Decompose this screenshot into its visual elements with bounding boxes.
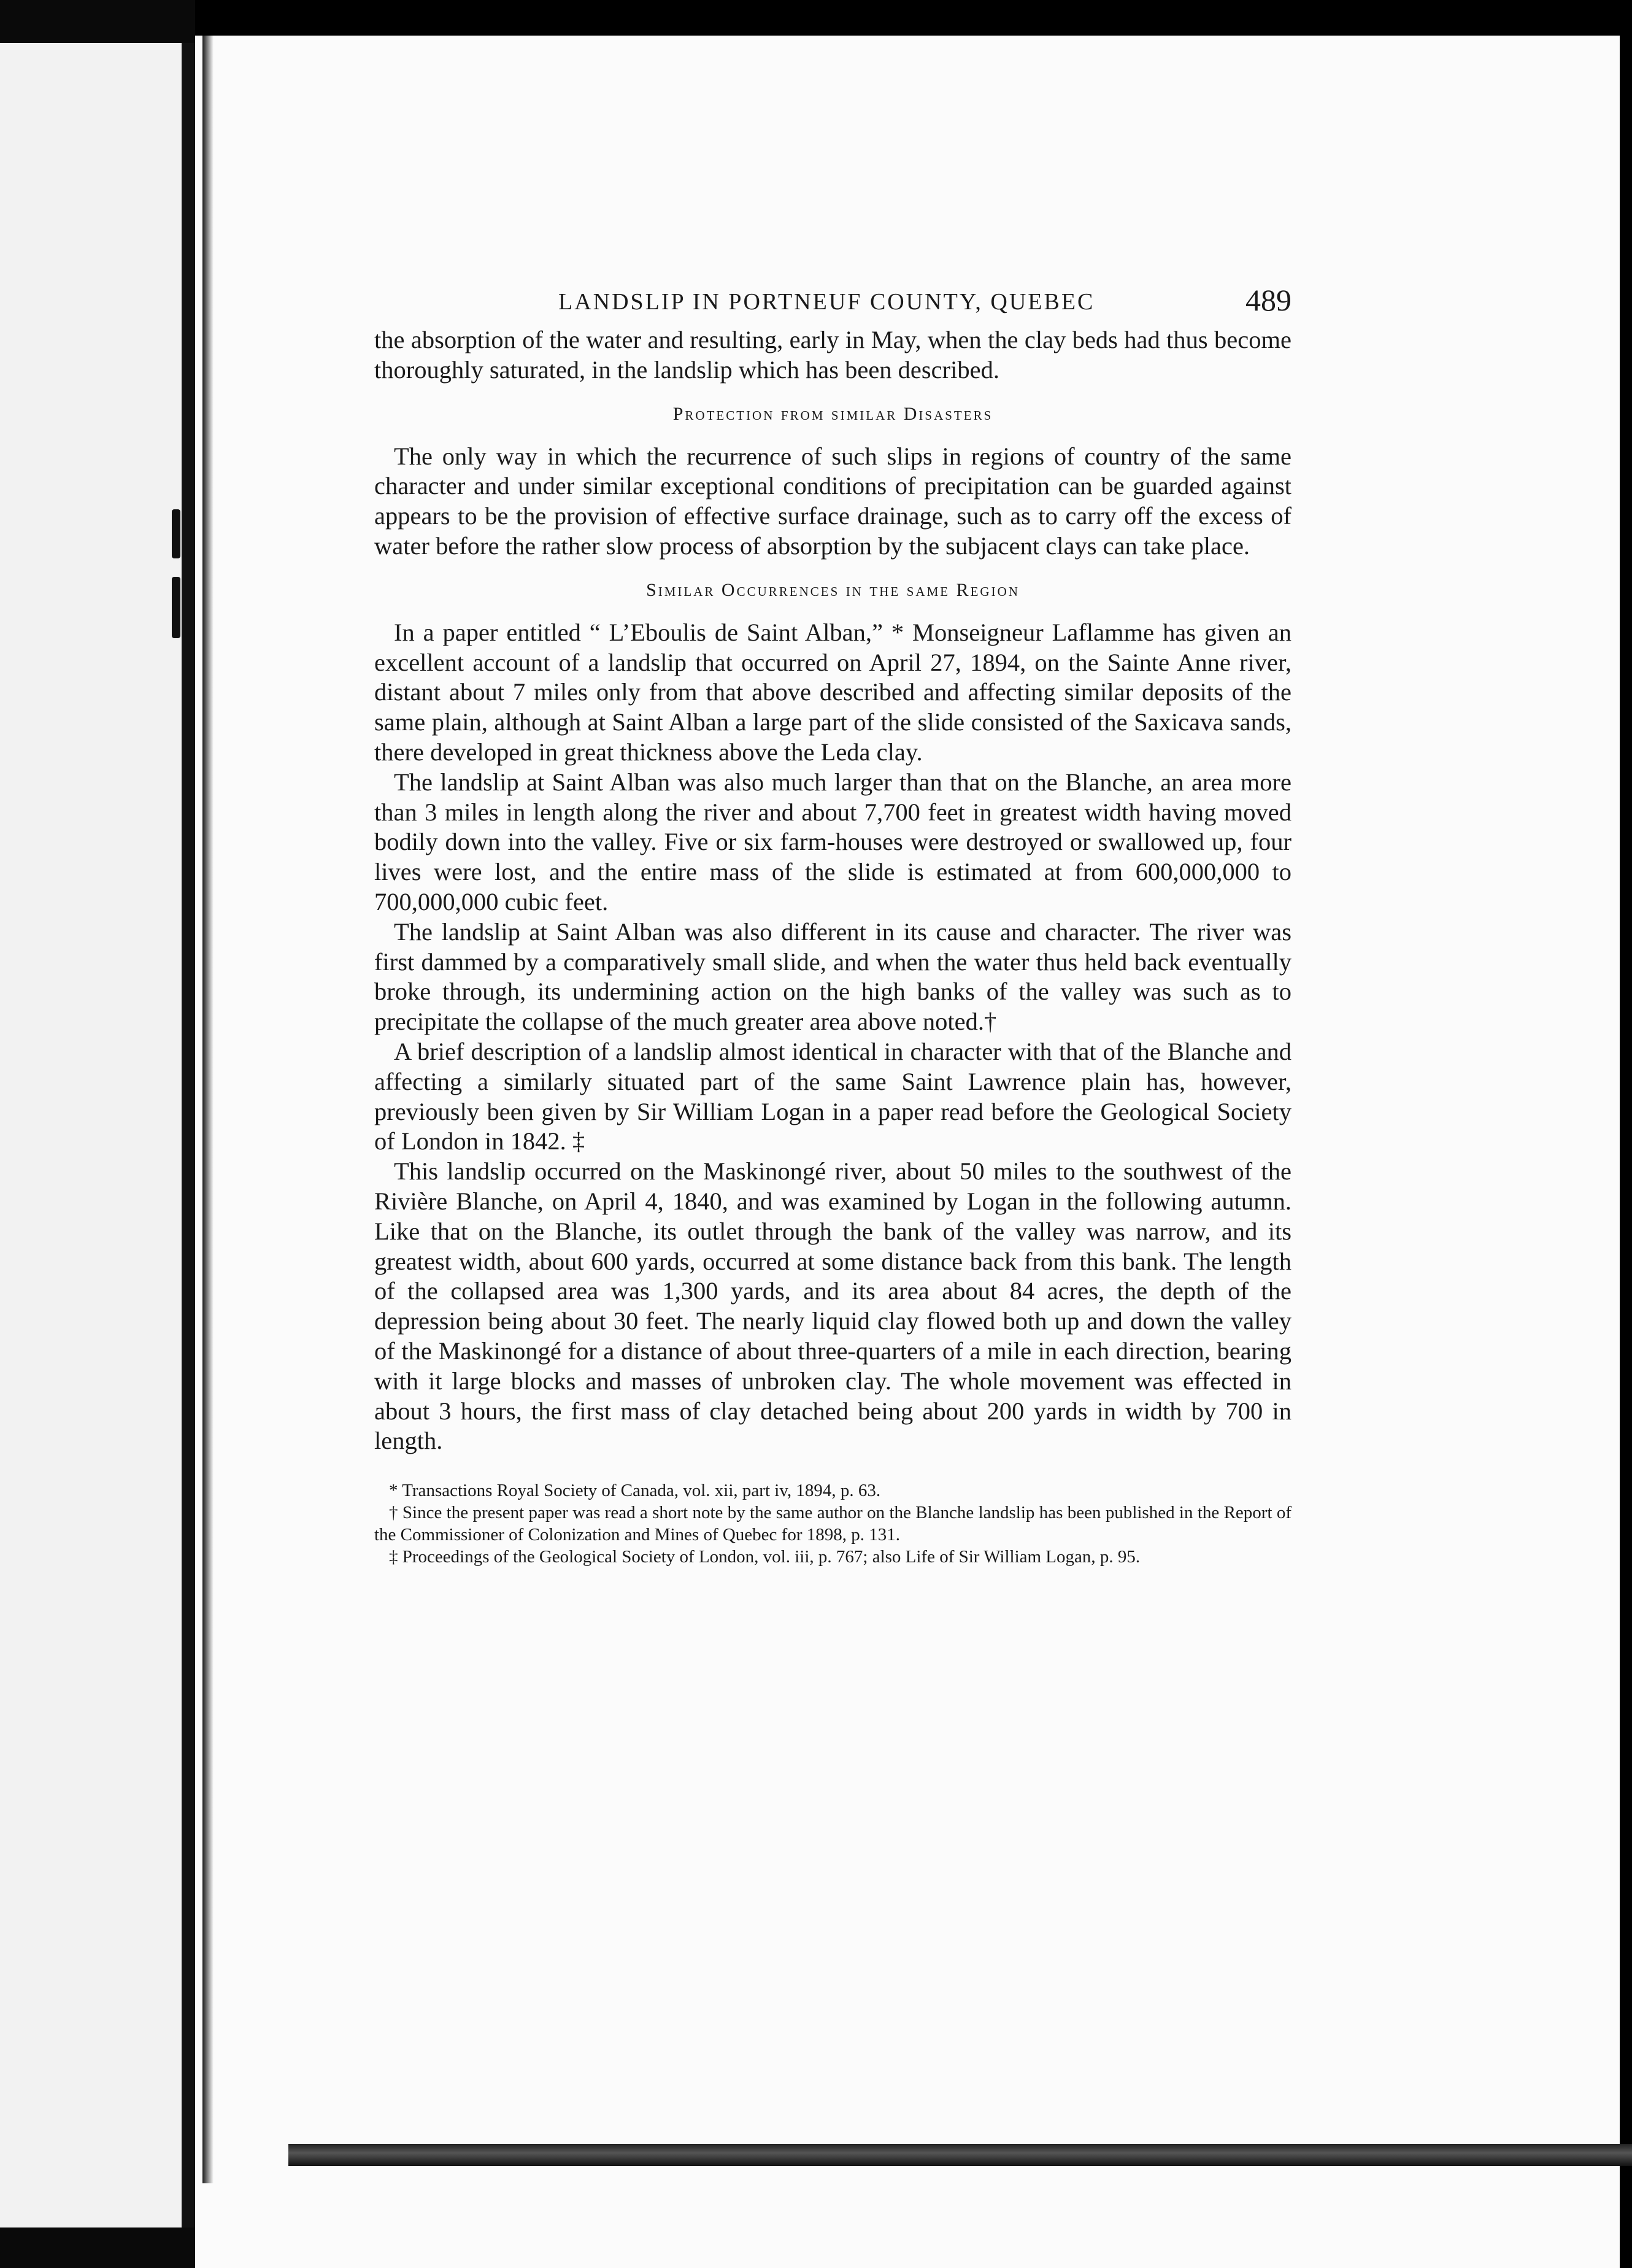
footnote: † Since the present paper was read a short note by the same author on the Blanche landslip has been published in the Report of the Commissioner of Colonization and Mines of Quebec for 1898, p. 131. [374,1503,1291,1545]
section-heading: Protection from similar Disasters [672,403,993,424]
page-bottom-edge [288,2144,1632,2166]
binding-shadow [202,36,214,2183]
section-heading: Similar Occurrences in the same Region [646,579,1020,600]
page-number: 489 [1245,283,1291,317]
running-title: LANDSLIP IN PORTNEUF COUNTY, QUEBEC [558,289,1095,315]
page-content [374,282,1291,1568]
paragraph: A brief description of a landslip almost identical in character with that of the Blanche and affecting a similarly situated part of the same Saint Lawrence plain has, however, previously been given by Sir William Logan in a paper read before the Geological Society of London in 1842. ‡ [374,1037,1291,1155]
paragraph: the absorption of the water and resulting, early in May, when the clay beds had thus become thoroughly saturated, in the landslip which has been described. [374,326,1291,384]
footnotes [374,1479,1291,1568]
binding-mark [172,577,180,638]
paragraph: The landslip at Saint Alban was also different in its cause and character. The river was first dammed by a comparatively small slide, and when the water thus held back eventually broke through, its undermining action on the high banks of the valley was such as to precipitate the collapse of the much greater area above noted.† [374,917,1291,1036]
footnote: ‡ Proceedings of the Geological Society of London, vol. iii, p. 767; also Life of Sir William Logan, p. 95. [389,1547,1141,1567]
facing-page-edge [0,43,184,2228]
paragraph: In a paper entitled “ L’Eboulis de Saint Alban,” * Monseigneur Laflamme has given an excellent account of a landslip that occurred on April 27, 1894, on the Sainte Anne river, distant about 7 miles only from that above described and affecting similar deposits of the same plain, although at Saint Alban a large part of the slide consisted of the Saxicava sands, there developed in great thickness above the Leda clay. [374,618,1291,766]
footnote: * Transactions Royal Society of Canada, vol. xii, part iv, 1894, p. 63. [389,1481,881,1501]
paragraph: The only way in which the recurrence of such slips in regions of country of the same character and under similar exceptional conditions of precipitation can be guarded against appears to be the provision of effective surface drainage, such as to carry off the excess of water before the rather slow process of absorption by the subjacent clays can take place. [374,442,1291,560]
binding-mark [172,509,180,558]
paragraph: This landslip occurred on the Maskinongé river, about 50 miles to the southwest of the Rivière Blanche, on April 4, 1840, and was examined by Logan in the following autumn. Like that on the Blanche, its outlet through the bank of the valley was narrow, and its greatest width, about 600 yards, occurred at some distance back from this bank. The length of the collapsed area was 1,300 yards, and its area about 84 acres, the depth of the depression being about 30 feet. The nearly liquid clay flowed both up and down the valley of the Maskinongé for a distance of about three-quarters of a mile in each direction, bearing with it large blocks and masses of unbroken clay. The whole movement was effected in about 3 hours, the first mass of clay detached being about 200 yards in width by 700 in length. [374,1157,1291,1455]
running-head [374,282,1291,325]
paragraph: The landslip at Saint Alban was also much larger than that on the Blanche, an area more than 3 miles in length along the river and about 7,700 feet in greatest width having moved bodily down into the valley. Five or six farm-houses were destroyed or swallowed up, four lives were lost, and the entire mass of the slide is estimated at from 600,000,000 to 700,000,000 cubic feet. [374,768,1291,916]
